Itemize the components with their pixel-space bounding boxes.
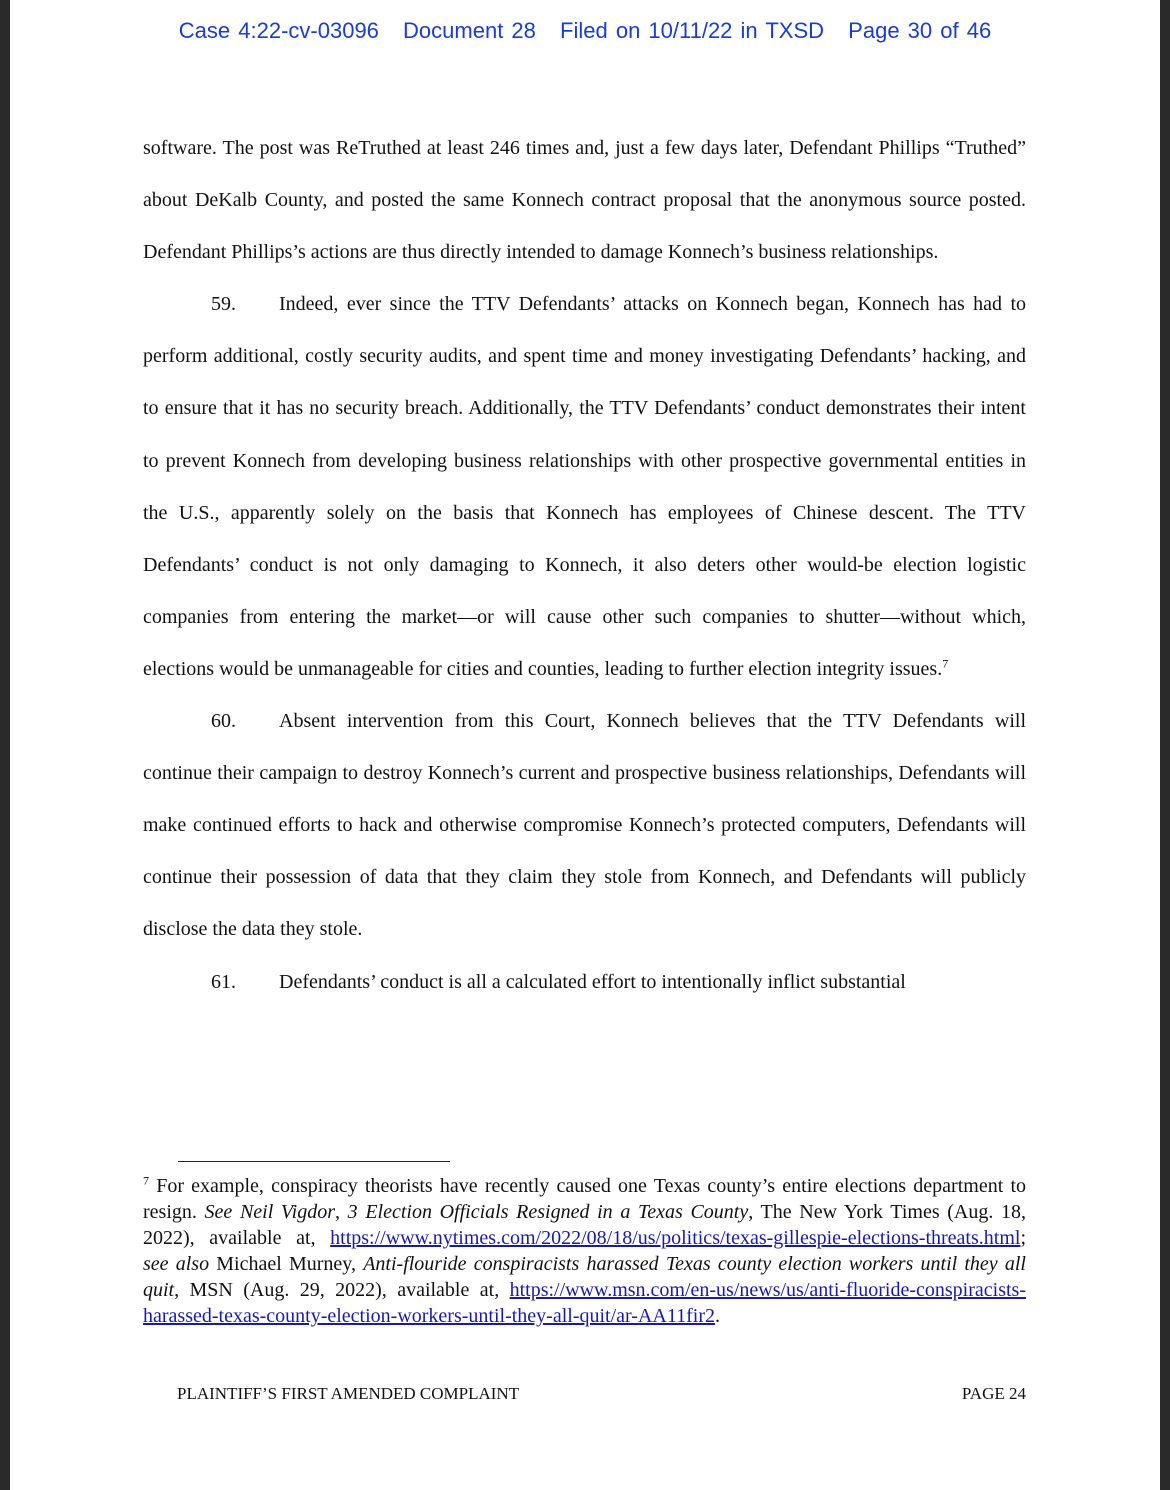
body-text bbox=[143, 122, 1026, 1008]
paragraph-60 bbox=[143, 695, 1026, 955]
footnote-text: , MSN (Aug. 29, 2022), available at, bbox=[174, 1279, 510, 1302]
footnote-text: , The New York Times (Aug. 18, 2022), available at, bbox=[143, 1201, 1027, 1250]
paragraph-text: Indeed, ever since the TTV Defendants’ attacks on Konnech began, Konnech has had to perform additional, costly security audits, and spent time and money investigating Defendants’ hacking, and to ensure that it has no security breach. Additionally, the TTV Defendants’ conduct demonstrates their intent to prevent Konnech from developing business relationships with other prospective governmental entities in the U.S., apparently solely on the basis that Konnech has employees of Chinese descent. The TTV Defendants’ conduct is not only damaging to Konnech, it also deters other would-be election logistic companies from entering the market—or will cause other such companies to shutter—without which, elections would be unmanageable for cities and counties, leading to further election integrity issues. bbox=[143, 293, 1026, 680]
citation-author: Neil Vigdor bbox=[239, 1201, 336, 1224]
document-number: Document 28 bbox=[403, 18, 536, 43]
case-number: Case 4:22-cv-03096 bbox=[178, 18, 379, 43]
document-page bbox=[10, 0, 1160, 1490]
paragraph-number: 61. bbox=[211, 970, 236, 993]
footnote-text: ; bbox=[1020, 1227, 1026, 1250]
footnote-text bbox=[232, 1201, 240, 1223]
page-footer bbox=[177, 1384, 1026, 1404]
paragraph-text: Defendants’ conduct is all a calculated effort to intentionally inflict substantial bbox=[279, 970, 906, 993]
filed-date: Filed on 10/11/22 in TXSD bbox=[560, 18, 825, 43]
citation-title: 3 Election Officials Resigned in a Texas County bbox=[347, 1201, 749, 1224]
footnote-marker: 7 bbox=[143, 1173, 149, 1188]
footnote-text: Michael Murney, bbox=[209, 1253, 364, 1276]
page-number: PAGE 24 bbox=[961, 1384, 1026, 1403]
paragraph-58-continued: software. The post was ReTruthed at least 246 times and, just a few days later, Defendant Phillips “Truthed” about DeKalb County, and posted the same Konnech contract proposal that the anonymous source posted. Defendant Phillips’s actions are thus directly intended to damage Konnech’s business relationships. bbox=[143, 137, 1026, 264]
footnote-divider bbox=[178, 1161, 450, 1162]
footnote-text: For example, conspiracy theorists have recently caused one Texas county’s entire elections department to resign. bbox=[143, 1175, 1026, 1224]
footnote-reference: 7 bbox=[942, 656, 949, 671]
paragraph-number: 60. bbox=[211, 710, 236, 733]
paragraph-59 bbox=[143, 278, 1026, 695]
court-header bbox=[10, 18, 1160, 44]
paragraph-61 bbox=[143, 956, 1026, 1008]
page-count: Page 30 of 46 bbox=[848, 18, 992, 43]
paragraph-text: Absent intervention from this Court, Konnech believes that the TTV Defendants will continue their campaign to destroy Konnech’s current and prospective business relationships, Defendants will make continued efforts to hack and otherwise compromise Konnech’s protected computers, Defendants will continue their possession of data that they claim they stole from Konnech, and Defendants will publicly disclose the data they stole. bbox=[143, 710, 1026, 941]
footnote-text: , bbox=[335, 1201, 348, 1224]
paragraph-number: 59. bbox=[211, 293, 236, 316]
msn-link[interactable]: https://www.msn.com/en-us/news/us/anti-fluoride-conspiracists-harassed-texas-county-election-workers-until-they-all-quit/ar-AA11fir2 bbox=[143, 1279, 1026, 1328]
citation-title: Anti-flouride conspiracists harassed Texas county election workers until they all quit bbox=[143, 1253, 1026, 1302]
footnote-text: . bbox=[714, 1305, 720, 1328]
nytimes-link[interactable]: https://www.nytimes.com/2022/08/18/us/politics/texas-gillespie-elections-threats.html bbox=[330, 1227, 1021, 1250]
document-title: PLAINTIFF’S FIRST AMENDED COMPLAINT bbox=[177, 1384, 520, 1403]
signal-see-also: see also bbox=[143, 1253, 210, 1276]
signal-see: See bbox=[204, 1201, 233, 1224]
footnote-7 bbox=[143, 1173, 1026, 1330]
